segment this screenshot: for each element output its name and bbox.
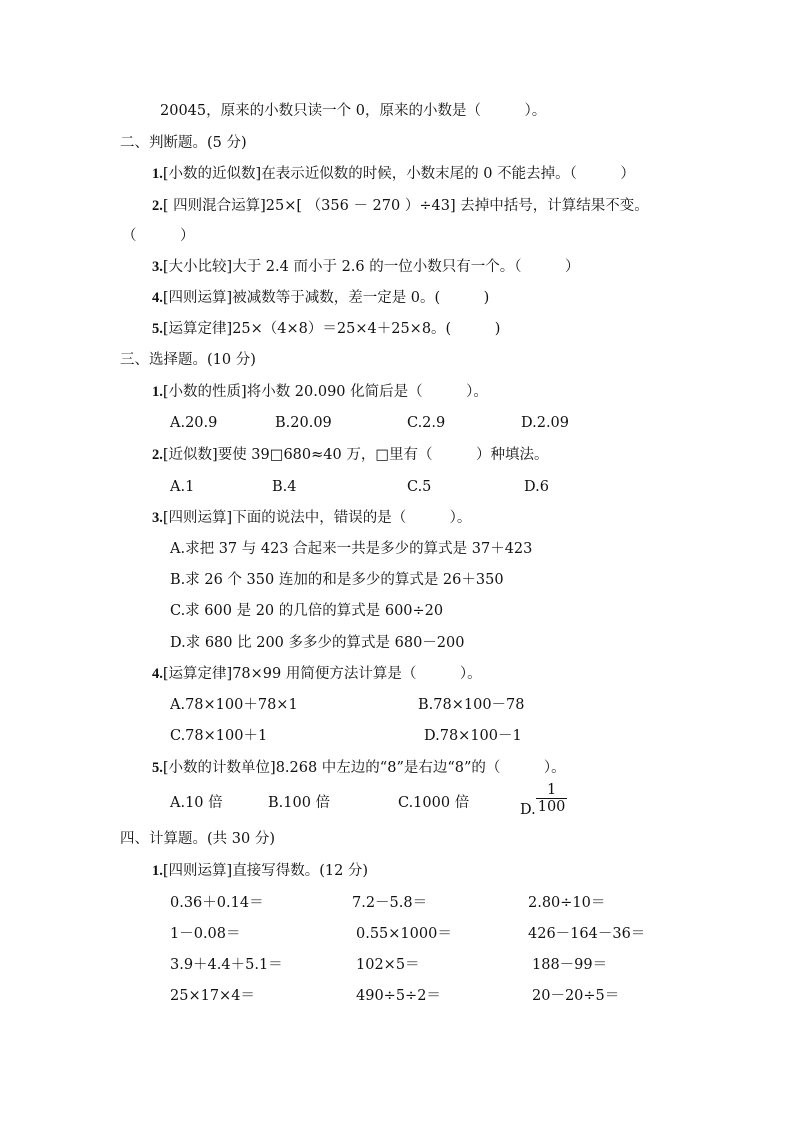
item-number: 2.: [152, 447, 163, 463]
choice-5-option-b: B.100 倍: [268, 795, 331, 811]
calc-cell: 188－99＝: [532, 957, 608, 973]
choice-3-option-b: B.求 26 个 350 连加的和是多少的算式是 26＋350: [170, 572, 504, 588]
calc-item-1: [152, 861, 368, 881]
choice-1-option-c: C.2.9: [407, 415, 446, 431]
calc-cell: 3.9＋4.4＋5.1＝: [170, 957, 283, 973]
item-number: 1.: [152, 863, 163, 879]
choice-2-option-a: A.1: [170, 479, 195, 495]
calc-cell: 426－164－36＝: [528, 926, 646, 942]
item-text: [近似数]要使 39□680≈40 万，□里有（ ）种填法。: [162, 447, 549, 463]
prev-question-continuation: 20045，原来的小数只读一个 0，原来的小数是（ ）。: [160, 103, 547, 119]
choice-item-1: [152, 382, 488, 402]
fraction-denominator: 100: [537, 799, 566, 815]
item-number: 4.: [152, 290, 163, 306]
item-number: 4.: [152, 666, 163, 682]
item-number: 2.: [152, 198, 163, 214]
item-text: [小数的近似数]在表示近似数的时候，小数末尾的 0 不能去掉。（ ）: [162, 166, 635, 182]
fraction: [536, 782, 568, 815]
choice-item-3: [152, 508, 471, 528]
calc-cell: 2.80÷10＝: [528, 895, 606, 911]
choice-2-option-c: C.5: [407, 479, 432, 495]
choice-2-option-b: B.4: [272, 479, 297, 495]
item-number: 3.: [152, 510, 163, 526]
item-text: [运算定律]25×（4×8）＝25×4＋25×8。( ): [162, 321, 501, 337]
choice-5-option-a: A.10 倍: [170, 795, 223, 811]
choice-3-option-a: A.求把 37 与 423 合起来一共是多少的算式是 37＋423: [170, 541, 533, 557]
item-text: [小数的计数单位]8.268 中左边的“8”是右边“8”的（ ）。: [162, 760, 566, 776]
calc-cell: 1－0.08＝: [170, 926, 241, 942]
calc-cell: 490÷5÷2＝: [356, 988, 441, 1004]
item-text: [大小比较]大于 2.4 而小于 2.6 的一位小数只有一个。（ ）: [162, 259, 580, 275]
judge-item-3: [152, 257, 580, 277]
item-text: [四则运算]直接写得数。(12 分): [162, 863, 369, 879]
calc-cell: 0.55×1000＝: [356, 926, 452, 942]
fraction-numerator: 1: [536, 782, 568, 799]
choice-item-4: [152, 664, 482, 684]
judge-item-2-answer-bracket: （ ）: [122, 228, 195, 244]
choice-item-2: [152, 445, 549, 465]
option-letter: D.: [520, 801, 536, 818]
section-title-judge: 二、判断题。(5 分): [120, 135, 247, 151]
section-title-calc: 四、计算题。(共 30 分): [120, 831, 275, 847]
calc-cell: 7.2－5.8＝: [352, 895, 428, 911]
item-text: [运算定律]78×99 用简便方法计算是（ ）。: [162, 666, 482, 682]
calc-cell: 20－20÷5＝: [532, 988, 620, 1004]
choice-5-option-d: [520, 782, 567, 818]
choice-4-option-c: C.78×100＋1: [170, 728, 268, 744]
choice-5-option-c: C.1000 倍: [398, 795, 470, 811]
choice-4-option-d: D.78×100－1: [424, 728, 522, 744]
choice-3-option-c: C.求 600 是 20 的几倍的算式是 600÷20: [170, 603, 444, 619]
judge-item-5: [152, 319, 500, 339]
judge-item-4: [152, 288, 489, 308]
choice-item-5: [152, 758, 566, 778]
choice-4-option-b: B.78×100－78: [418, 697, 525, 713]
calc-cell: 0.36＋0.14＝: [170, 895, 264, 911]
choice-3-option-d: D.求 680 比 200 多多少的算式是 680－200: [170, 635, 465, 651]
choice-1-option-d: D.2.09: [521, 415, 570, 431]
item-text: [四则运算]被减数等于减数，差一定是 0。( ): [162, 290, 490, 306]
item-number: 5.: [152, 760, 163, 776]
choice-4-option-a: A.78×100＋78×1: [170, 697, 298, 713]
item-text: [ 四则混合运算]25×[ （356 － 270 ）÷43] 去掉中括号，计算结果不变。: [162, 198, 649, 214]
item-text: [小数的性质]将小数 20.090 化简后是（ ）。: [162, 384, 488, 400]
item-number: 3.: [152, 259, 163, 275]
calc-cell: 25×17×4＝: [170, 988, 255, 1004]
choice-1-option-b: B.20.09: [275, 415, 332, 431]
choice-1-option-a: A.20.9: [170, 415, 218, 431]
judge-item-2: [152, 196, 649, 216]
choice-2-option-d: D.6: [524, 479, 549, 495]
section-title-choice: 三、选择题。(10 分): [120, 352, 256, 368]
judge-item-1: [152, 164, 635, 184]
item-number: 1.: [152, 166, 163, 182]
item-number: 1.: [152, 384, 163, 400]
item-text: [四则运算]下面的说法中，错误的是（ ）。: [162, 510, 472, 526]
calc-cell: 102×5＝: [356, 957, 420, 973]
item-number: 5.: [152, 321, 163, 337]
